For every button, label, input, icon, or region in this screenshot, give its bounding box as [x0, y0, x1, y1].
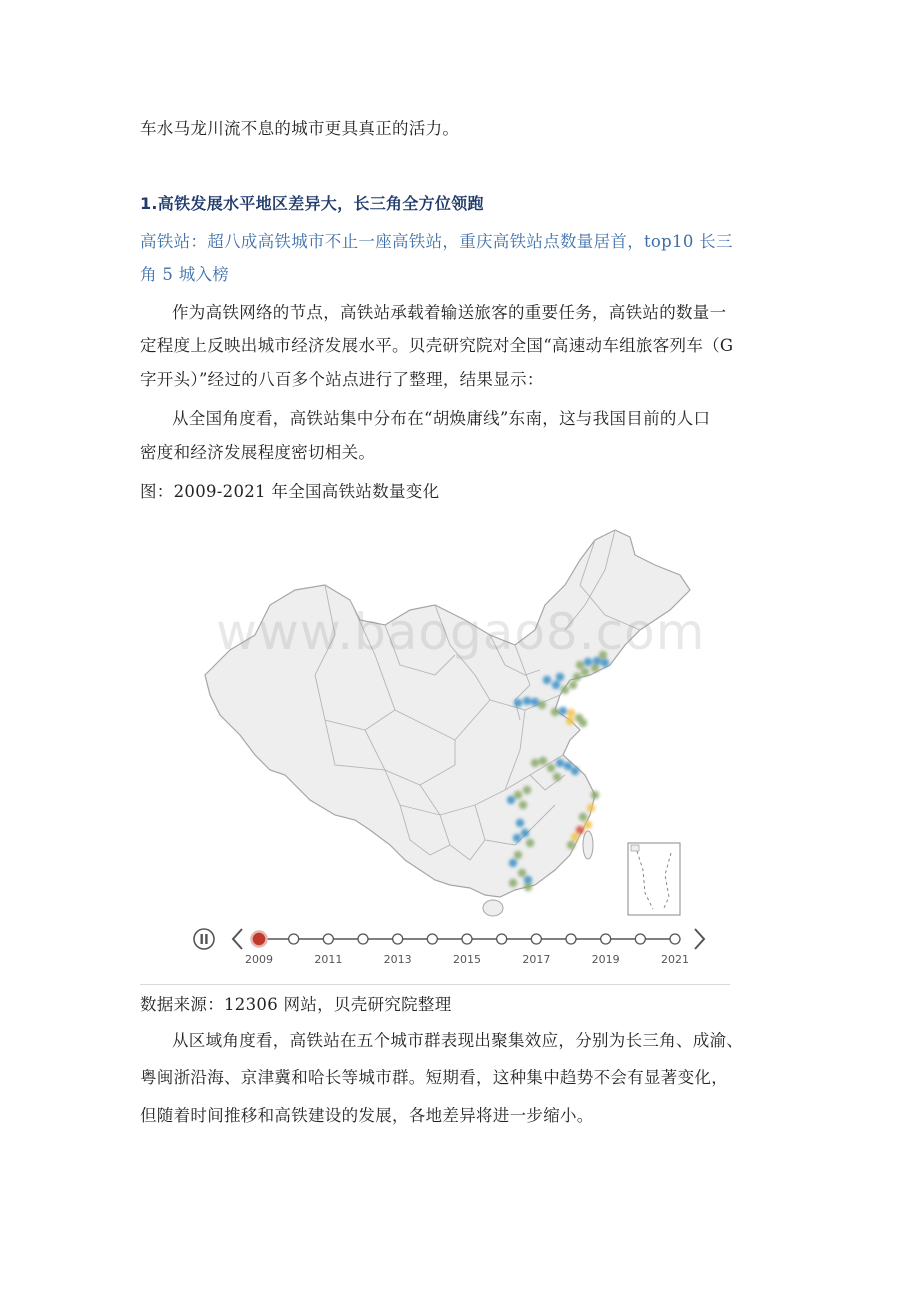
timeline-point-2021[interactable]	[670, 934, 680, 944]
timeline-point-2016[interactable]	[497, 934, 507, 944]
station-dot	[561, 686, 569, 694]
timeline-tick-label: 2021	[661, 953, 689, 966]
china-mainland-shape	[205, 530, 690, 897]
station-dot	[581, 668, 589, 676]
timeline-point-2017[interactable]	[531, 934, 541, 944]
timeline-point-2014[interactable]	[427, 934, 437, 944]
station-dot	[587, 804, 595, 812]
station-dot	[514, 699, 522, 707]
timeline-tick-label: 2017	[522, 953, 551, 966]
subheading-line-1: 高铁站：超八成高铁城市不止一座高铁站，重庆高铁站点数量居首，top10 长三	[140, 232, 733, 251]
timeline-point-2020[interactable]	[635, 934, 645, 944]
station-dot	[571, 833, 579, 841]
paragraph-2-line-1: 从全国角度看，高铁站集中分布在“胡焕庸线”东南，这与我国目前的人口	[172, 409, 711, 428]
timeline-point-2011[interactable]	[323, 934, 333, 944]
station-dot	[576, 661, 584, 669]
station-dot	[531, 759, 539, 767]
paragraph-1-line-2: 定程度上反映出城市经济发展水平。贝壳研究院对全国“高速动车组旅客列车（G	[140, 336, 734, 355]
station-dot	[523, 786, 531, 794]
station-dot	[552, 681, 560, 689]
paragraph-3-line-1: 从区域角度看，高铁站在五个城市群表现出聚集效应，分别为长三角、成渝、	[172, 1031, 744, 1050]
pause-icon-bar-right	[205, 934, 207, 944]
station-dot	[514, 851, 522, 859]
station-dot	[584, 658, 592, 666]
station-dot	[514, 791, 522, 799]
station-dot	[518, 869, 526, 877]
station-dot	[509, 879, 517, 887]
station-dot	[579, 813, 587, 821]
paragraph-1-line-1: 作为高铁网络的节点，高铁站承载着输送旅客的重要任务，高铁站的数量一	[172, 303, 727, 322]
station-dot	[576, 826, 584, 834]
china-map-svg	[185, 525, 730, 985]
station-dot	[521, 829, 529, 837]
timeline-tick-label: 2009	[245, 953, 273, 966]
station-dot	[584, 821, 592, 829]
next-arrow-icon[interactable]	[695, 929, 704, 949]
station-dot	[567, 841, 575, 849]
station-dot	[569, 681, 577, 689]
hainan-island	[483, 900, 503, 916]
timeline-point-2018[interactable]	[566, 934, 576, 944]
station-dot	[553, 773, 561, 781]
section-heading: 1.高铁发展水平地区差异大，长三角全方位领跑	[140, 194, 484, 213]
inset-mainland-edge	[631, 845, 639, 851]
timeline-point-2019[interactable]	[601, 934, 611, 944]
paragraph-3-line-2: 粤闽浙沿海、京津冀和哈长等城市群。短期看，这种集中趋势不会有显著变化，	[140, 1068, 728, 1087]
station-dot	[579, 719, 587, 727]
station-dot	[513, 834, 521, 842]
figure-caption: 图：2009-2021 年全国高铁站数量变化	[140, 482, 440, 501]
timeline-tick-label: 2015	[453, 953, 481, 966]
station-dot	[538, 701, 546, 709]
station-dot	[559, 707, 567, 715]
timeline-tick-label: 2011	[314, 953, 343, 966]
station-dot	[507, 796, 515, 804]
prev-arrow-icon[interactable]	[233, 929, 242, 949]
timeline-tick-label: 2013	[383, 953, 412, 966]
station-dot	[547, 764, 555, 772]
subheading-line-2: 角 5 城入榜	[140, 265, 230, 284]
map-figure	[185, 525, 730, 985]
station-dot	[543, 676, 551, 684]
station-dot	[573, 673, 581, 681]
timeline-point-2013[interactable]	[393, 934, 403, 944]
figure-divider	[140, 984, 730, 985]
timeline	[194, 929, 704, 966]
station-dot	[571, 767, 579, 775]
station-dot	[567, 709, 575, 717]
pause-button[interactable]	[194, 929, 214, 949]
timeline-tick-label: 2019	[591, 953, 620, 966]
pause-icon-bar-left	[201, 934, 203, 944]
station-dot	[523, 697, 531, 705]
station-dot	[519, 801, 527, 809]
station-dot	[509, 859, 517, 867]
station-dot	[566, 717, 574, 725]
data-source: 数据来源：12306 网站，贝壳研究院整理	[140, 995, 452, 1014]
station-dot	[516, 819, 524, 827]
station-dot	[599, 651, 607, 659]
timeline-point-2012[interactable]	[358, 934, 368, 944]
station-dot	[591, 791, 599, 799]
station-dot	[601, 659, 609, 667]
timeline-point-2009[interactable]	[252, 932, 267, 947]
watermark: www.baogao8.com	[216, 603, 706, 661]
station-dot	[564, 762, 572, 770]
timeline-point-2010[interactable]	[289, 934, 299, 944]
south-china-sea-inset	[628, 843, 680, 915]
paragraph-2-line-2: 密度和经济发展程度密切相关。	[140, 443, 376, 462]
station-dot	[524, 883, 532, 891]
paragraph-intro: 车水马龙川流不息的城市更具真正的活力。	[140, 119, 460, 138]
station-dot	[591, 664, 599, 672]
paragraph-3-line-3: 但随着时间推移和高铁建设的发展，各地差异将进一步缩小。	[140, 1106, 594, 1125]
station-dot	[526, 839, 534, 847]
taiwan-island	[583, 831, 593, 859]
station-dot	[551, 708, 559, 716]
timeline-point-2015[interactable]	[462, 934, 472, 944]
station-dot	[556, 673, 564, 681]
station-dot	[556, 759, 564, 767]
paragraph-1-line-3: 字开头）”经过的八百多个站点进行了整理，结果显示：	[140, 370, 544, 389]
station-dot	[539, 757, 547, 765]
